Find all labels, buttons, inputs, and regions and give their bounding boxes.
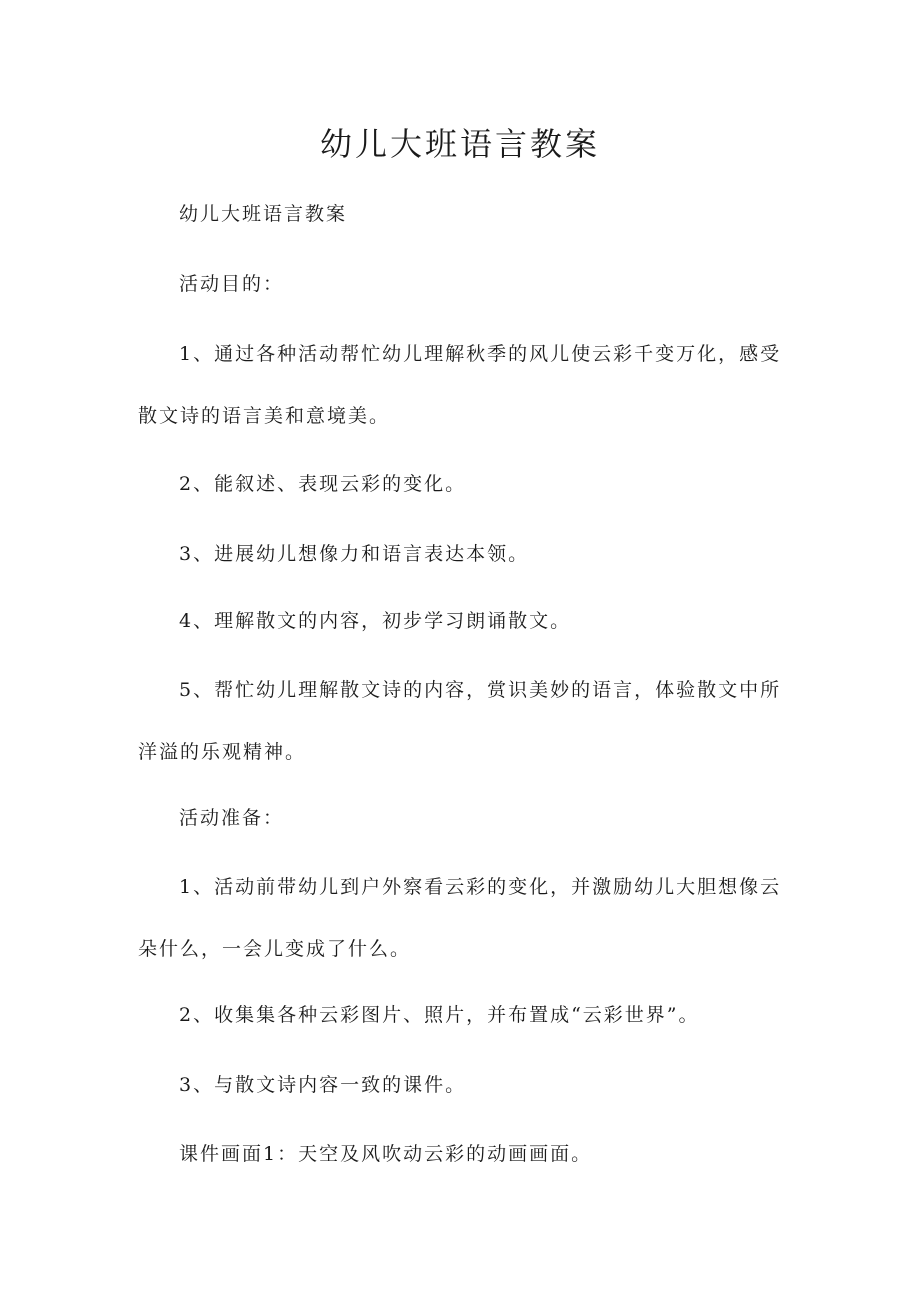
paragraph-objective-5: 5、帮忙幼儿理解散文诗的内容，赏识美妙的语言，体验散文中所洋溢的乐观精神。 (138, 679, 782, 763)
paragraph-objective-4: 4、理解散文的内容，初步学习朗诵散文。 (179, 610, 572, 632)
paragraph-preparation-2: 2、收集集各种云彩图片、照片，并布置成“云彩世界”。 (179, 1004, 700, 1026)
paragraph-objectives-heading: 活动目的： (179, 273, 285, 295)
paragraph-objective-3: 3、进展幼儿想像力和语言表达本领。 (179, 543, 530, 565)
paragraph-objective-2: 2、能叙述、表现云彩的变化。 (179, 473, 467, 495)
paragraph-courseware-1: 课件画面1：天空及风吹动云彩的动画画面。 (179, 1143, 593, 1165)
paragraph-objective-1: 1、通过各种活动帮忙幼儿理解秋季的风儿使云彩千变万化，感受散文诗的语言美和意境美。 (138, 343, 782, 427)
paragraph-subtitle: 幼儿大班语言教案 (179, 203, 348, 225)
paragraph-preparation-3: 3、与散文诗内容一致的课件。 (179, 1074, 467, 1096)
paragraph-preparation-1: 1、活动前带幼儿到户外察看云彩的变化，并激励幼儿大胆想像云朵什么，一会儿变成了什么。 (138, 876, 782, 960)
paragraph-preparation-heading: 活动准备： (179, 807, 285, 829)
document-title: 幼儿大班语言教案 (319, 125, 600, 163)
